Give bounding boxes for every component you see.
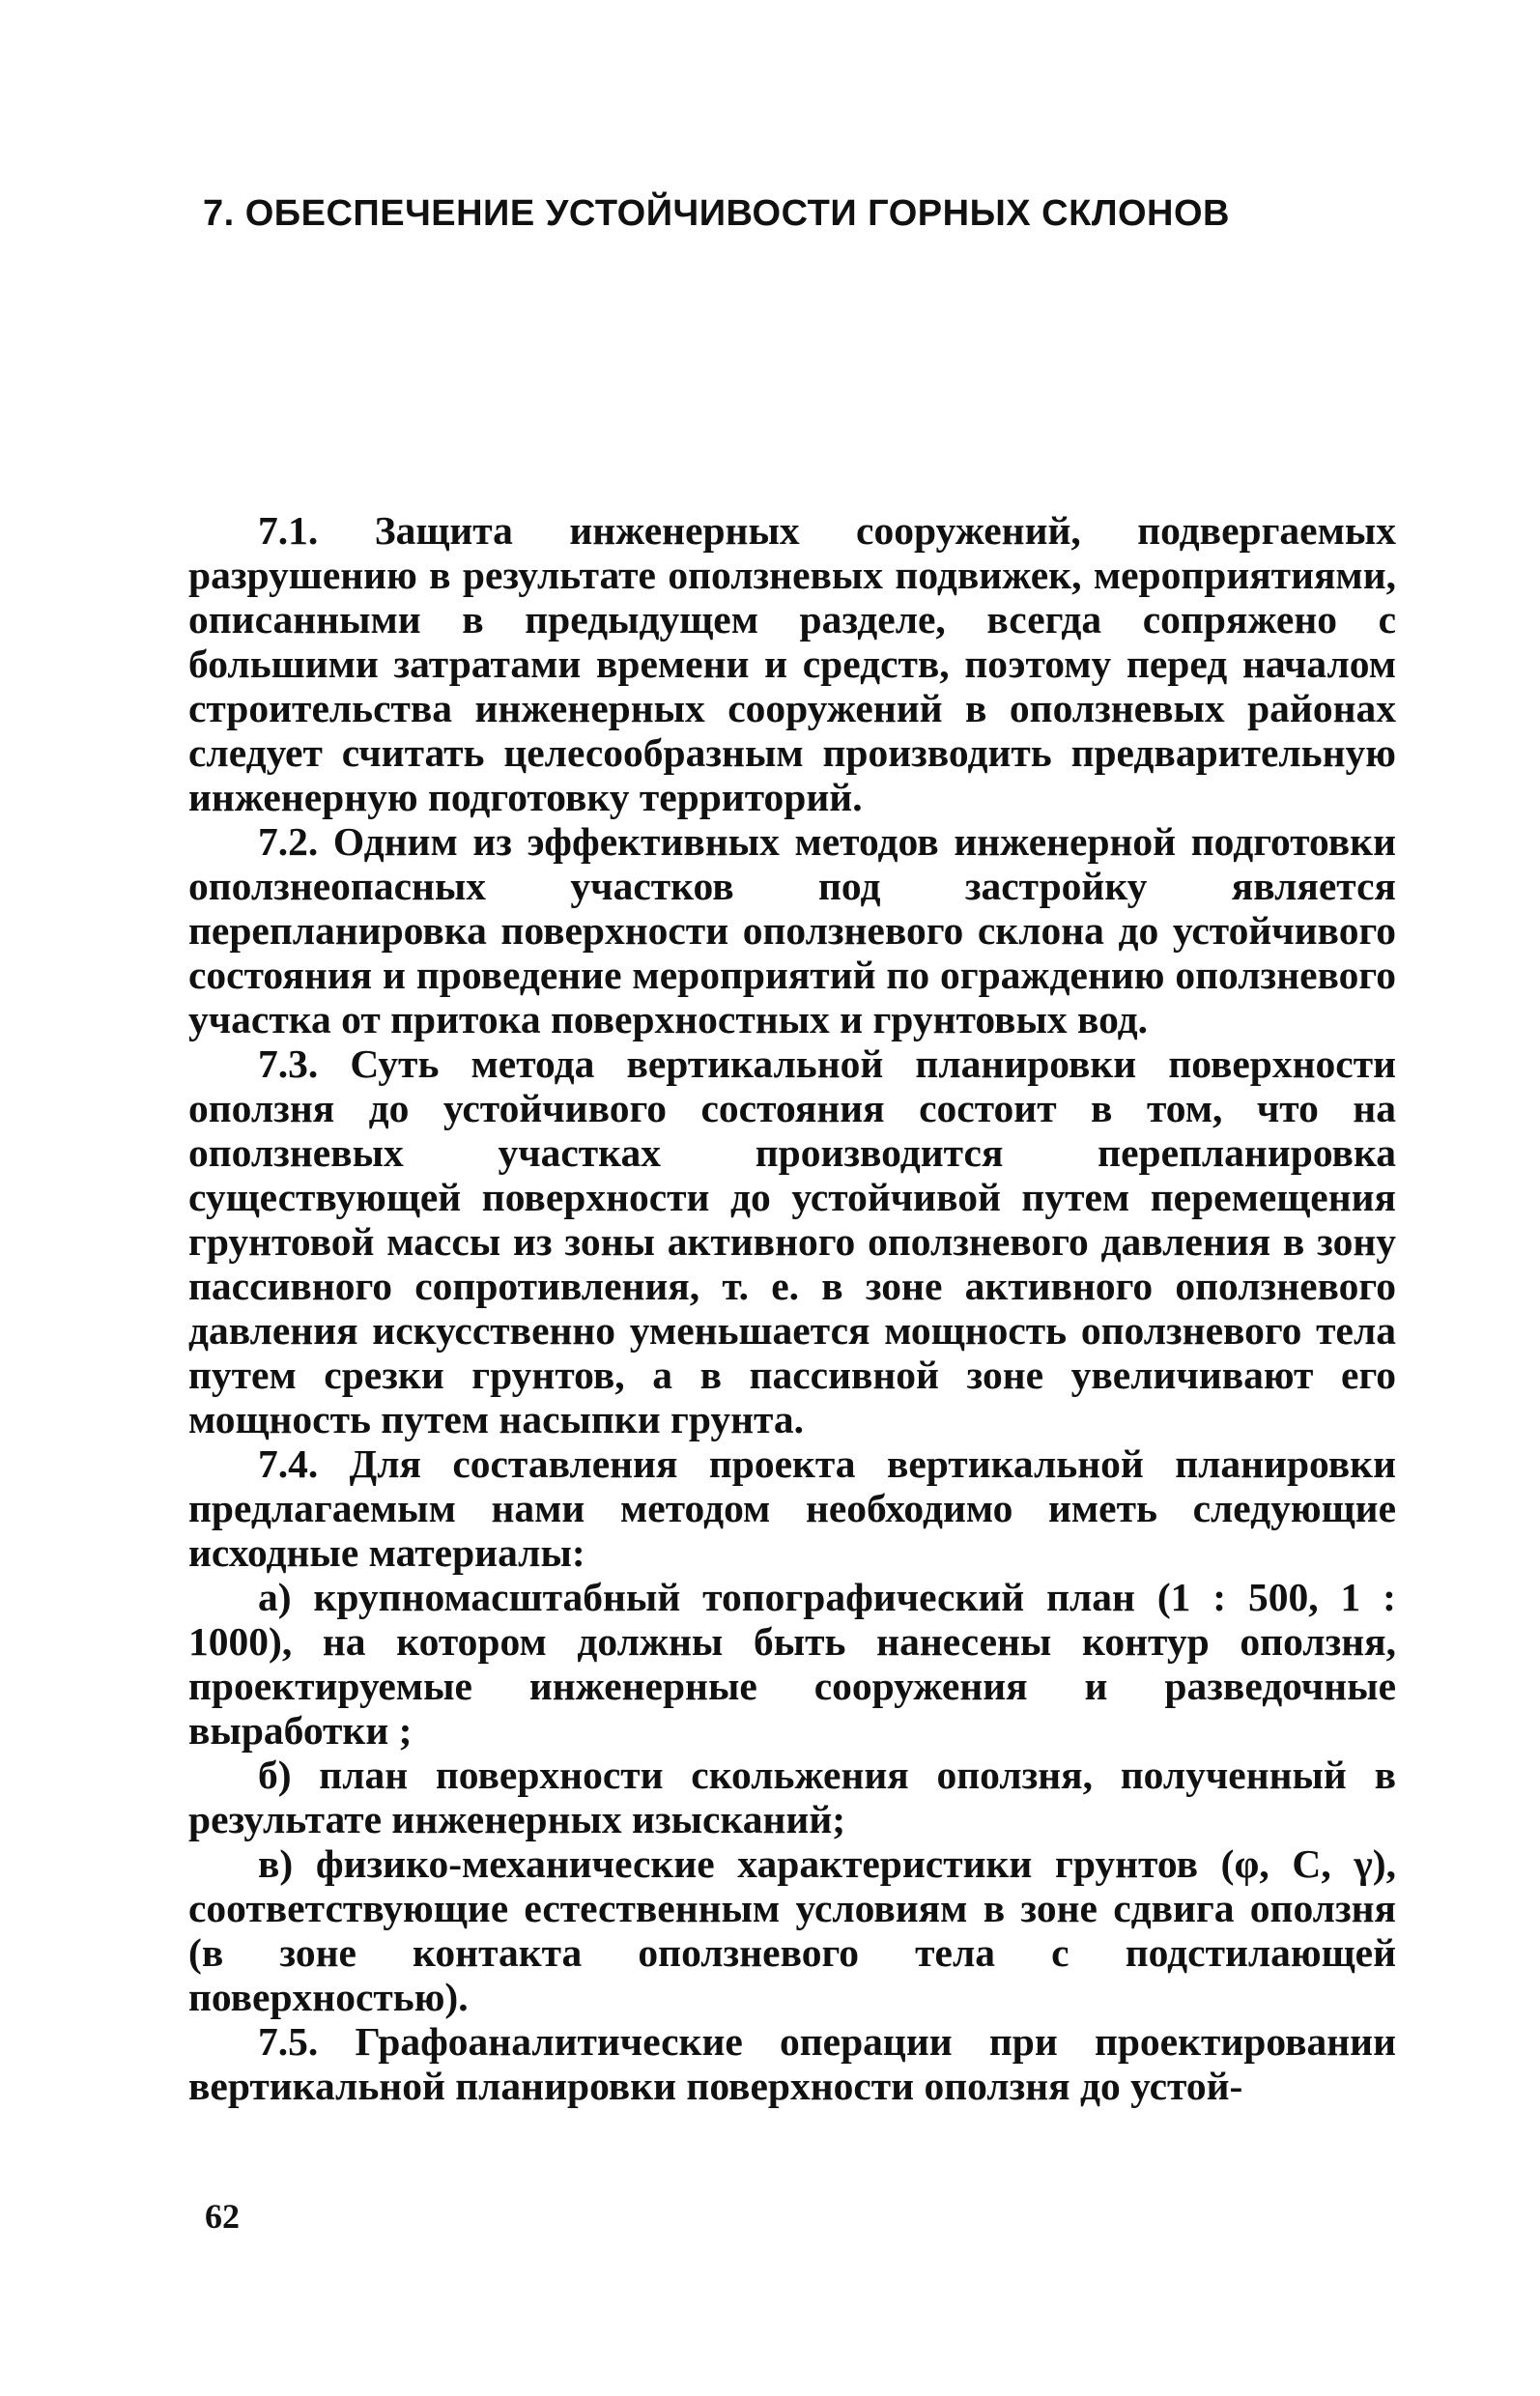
paragraph-7-2 — [188, 819, 1396, 1041]
chapter-heading: 7. ОБЕСПЕЧЕНИЕ УСТОЙЧИВОСТИ ГОРНЫХ СКЛОНОВ — [203, 193, 1230, 234]
list-item-c — [188, 1841, 1396, 2019]
paragraph-text: Одним из эффективных методов инженерной подготовки оползнеопасных участков под застройку является перепланировка поверхности оползневого склона до устойчивого состояния и проведение мероприятий по ограждению оползневого участка от притока поверхностных и грунтовых вод. — [188, 819, 1397, 1041]
list-item-text: б) план поверхности скольжения оползня, полученный в результате инженерных изысканий; — [188, 1753, 1396, 1841]
list-item-text: а) крупномасштабный топографический план (1 : 500, 1 : 1000), на котором должны быть нанесены контур оползня, проектируемые инженерные сооружения и разведочные выработки ; — [188, 1575, 1396, 1753]
paragraph-number: 7.4. — [258, 1441, 319, 1486]
paragraph-number: 7.3. — [258, 1041, 319, 1086]
paragraph-number: 7.2. — [258, 819, 319, 864]
paragraph-7-1 — [188, 508, 1396, 819]
list-item-text: в) физико-механические характеристики грунтов (φ, C, γ), соответствующие естественным условиям в зоне сдвига оползня (в зоне контакта оползневого тела с подстилающей поверхностью). — [188, 1841, 1396, 2019]
body-text — [188, 508, 1396, 2108]
paragraph-text: Суть метода вертикальной планировки поверхности оползня до устойчивого состояния состоит в том, что на оползневых участках производится перепланировка существующей поверхности до устойчивой путем перемещения грунтовой массы из зоны активного оползневого давления в зону пассивного сопротивления, т. е. в зоне активного оползневого давления искусственно уменьшается мощность оползневого тела путем срезки грунтов, а в пассивной зоне увеличивают его мощность путем насыпки грунта. — [188, 1041, 1397, 1441]
paragraph-text: Для составления проекта вертикальной планировки предлагаемым нами методом необходимо иметь следующие исходные материалы: — [188, 1441, 1396, 1575]
paragraph-number: 7.1. — [258, 508, 319, 553]
paragraph-7-3 — [188, 1041, 1396, 1441]
paragraph-7-5 — [188, 2019, 1396, 2108]
list-item-b — [188, 1753, 1396, 1841]
paragraph-text: Защита инженерных сооружений, подвергаемых разрушению в результате оползневых подвижек, мероприятиями, описанными в предыдущем разделе, всегда сопряжено с большими затратами времени и средств, поэтому перед началом строительства инженерных сооружений в оползневых районах следует считать целесообразным производить предварительную инженерную подготовку территорий. — [188, 508, 1397, 819]
page-number: 62 — [205, 2197, 240, 2236]
list-item-a — [188, 1575, 1396, 1753]
paragraph-7-4 — [188, 1441, 1396, 1575]
paragraph-number: 7.5. — [258, 2019, 319, 2064]
paragraph-text: Графоаналитические операции при проектировании вертикальной планировки поверхности оползня до устой- — [188, 2019, 1397, 2108]
